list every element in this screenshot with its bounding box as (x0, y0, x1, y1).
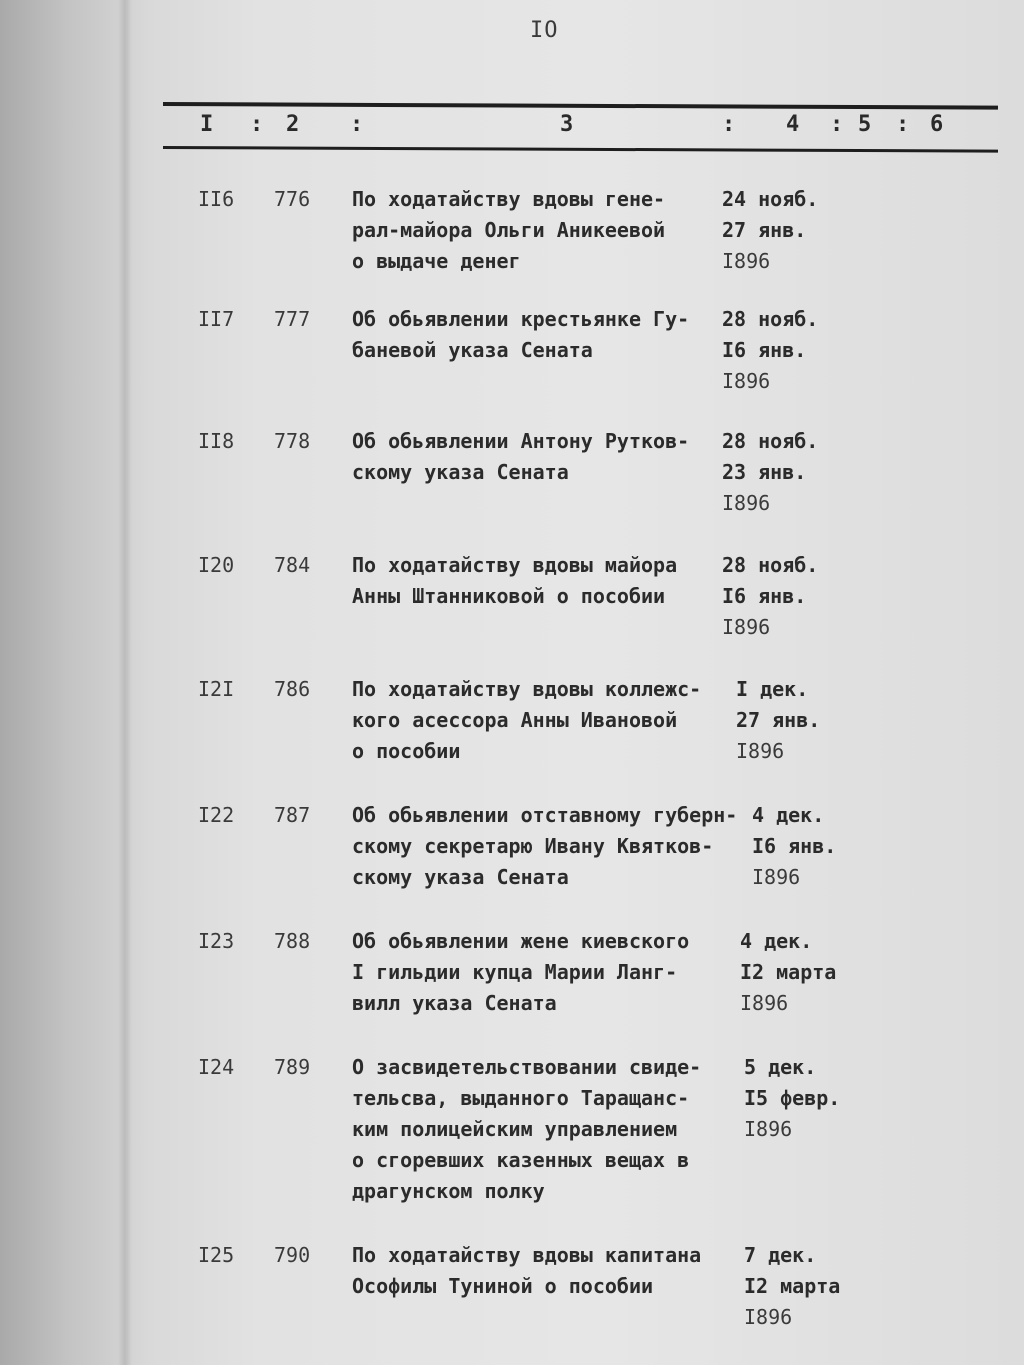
table-header-rule (163, 146, 998, 153)
end-date: 27 янв. (736, 708, 821, 732)
table-top-rule (163, 102, 998, 110)
description-line: I гильдии купца Марии Ланг- (352, 960, 678, 984)
description-line: О засвидетельствовании свиде- (352, 1055, 702, 1079)
header-separator: : (896, 112, 910, 137)
entry-dates (752, 800, 902, 893)
description-line: По ходатайству вдовы майора (352, 553, 678, 577)
header-separator: : (830, 112, 844, 137)
start-date: 4 дек. (752, 803, 825, 827)
start-date: 28 нояб. (722, 429, 819, 453)
header-separator: : (722, 112, 736, 137)
end-date: I2 марта (744, 1274, 841, 1298)
entry-dates (736, 674, 886, 767)
year: I896 (722, 615, 771, 639)
year: I896 (722, 249, 771, 273)
header-col-5: 5 (858, 112, 872, 137)
description-line: Анны Штанниковой о пособии (352, 584, 666, 608)
record-number: 776 (274, 187, 311, 211)
year: I896 (722, 369, 771, 393)
end-date: I2 марта (740, 960, 837, 984)
description-line: По ходатайству вдовы гене- (352, 187, 666, 211)
header-col-4: 4 (786, 112, 800, 137)
description-line: тельсва, выданного Таращанс- (352, 1086, 690, 1110)
entry-dates (740, 926, 890, 1019)
entry-description (352, 1240, 727, 1302)
header-col-2: 2 (286, 112, 300, 137)
description-line: баневой указа Сената (352, 338, 593, 362)
header-col-3: 3 (560, 112, 574, 137)
year: I896 (722, 491, 771, 515)
record-number: 777 (274, 307, 311, 331)
entry-description (352, 304, 727, 366)
entry-description (352, 426, 727, 488)
description-line: Об обьявлении жене киевского (352, 929, 690, 953)
end-date: 23 янв. (722, 460, 807, 484)
entry-description (352, 550, 727, 612)
header-separator: : (350, 112, 364, 137)
description-line: о выдаче денег (352, 249, 521, 273)
description-line: рал-майора Ольги Аникеевой (352, 218, 666, 242)
page-number: IO (530, 18, 559, 43)
entry-description (352, 1052, 727, 1207)
item-number: I20 (198, 553, 235, 577)
description-line: Об обьявлении отставному губерн- (352, 803, 738, 827)
header-col-6: 6 (930, 112, 944, 137)
item-number: I24 (198, 1055, 235, 1079)
description-line: скому указа Сената (352, 865, 569, 889)
end-date: I6 янв. (722, 584, 807, 608)
year: I896 (736, 739, 785, 763)
item-number: I22 (198, 803, 235, 827)
item-number: II8 (198, 429, 235, 453)
entry-dates (744, 1052, 894, 1145)
record-number: 788 (274, 929, 311, 953)
record-number: 784 (274, 553, 311, 577)
entry-dates (722, 304, 872, 397)
table-header (0, 112, 1024, 144)
start-date: 4 дек. (740, 929, 813, 953)
description-line: о сгоревших казенных вещах в (352, 1148, 690, 1172)
record-number: 790 (274, 1243, 311, 1267)
header-col-1: I (200, 112, 214, 137)
end-date: 27 янв. (722, 218, 807, 242)
record-number: 786 (274, 677, 311, 701)
end-date: I6 янв. (722, 338, 807, 362)
start-date: 24 нояб. (722, 187, 819, 211)
item-number: II6 (198, 187, 235, 211)
description-line: Об обьявлении крестьянке Гу- (352, 307, 690, 331)
description-line: По ходатайству вдовы капитана (352, 1243, 702, 1267)
description-line: ким полицейским управлением (352, 1117, 678, 1141)
record-number: 778 (274, 429, 311, 453)
page-binding-shadow (118, 0, 132, 1365)
entry-dates (722, 184, 872, 277)
entry-description (352, 800, 738, 893)
start-date: 5 дек. (744, 1055, 817, 1079)
entry-description (352, 674, 727, 767)
start-date: 7 дек. (744, 1243, 817, 1267)
entry-dates (744, 1240, 894, 1333)
end-date: I6 янв. (752, 834, 837, 858)
record-number: 787 (274, 803, 311, 827)
description-line: вилл указа Сената (352, 991, 557, 1015)
entry-dates (722, 550, 872, 643)
year: I896 (752, 865, 801, 889)
description-line: По ходатайству вдовы коллежс- (352, 677, 702, 701)
entry-dates (722, 426, 872, 519)
item-number: I25 (198, 1243, 235, 1267)
description-line: кого асессора Анны Ивановой (352, 708, 678, 732)
header-separator: : (250, 112, 264, 137)
item-number: I2I (198, 677, 235, 701)
start-date: 28 нояб. (722, 553, 819, 577)
entry-description (352, 184, 727, 277)
description-line: драгунском полку (352, 1179, 545, 1203)
item-number: II7 (198, 307, 235, 331)
start-date: I дек. (736, 677, 809, 701)
description-line: скому секретарю Ивану Квятков- (352, 834, 714, 858)
year: I896 (740, 991, 789, 1015)
description-line: Ософилы Туниной о пособии (352, 1274, 654, 1298)
description-line: Об обьявлении Антону Рутков- (352, 429, 690, 453)
start-date: 28 нояб. (722, 307, 819, 331)
end-date: I5 февр. (744, 1086, 841, 1110)
record-number: 789 (274, 1055, 311, 1079)
entry-description (352, 926, 727, 1019)
year: I896 (744, 1117, 793, 1141)
item-number: I23 (198, 929, 235, 953)
year: I896 (744, 1305, 793, 1329)
description-line: о пособии (352, 739, 461, 763)
description-line: скому указа Сената (352, 460, 569, 484)
